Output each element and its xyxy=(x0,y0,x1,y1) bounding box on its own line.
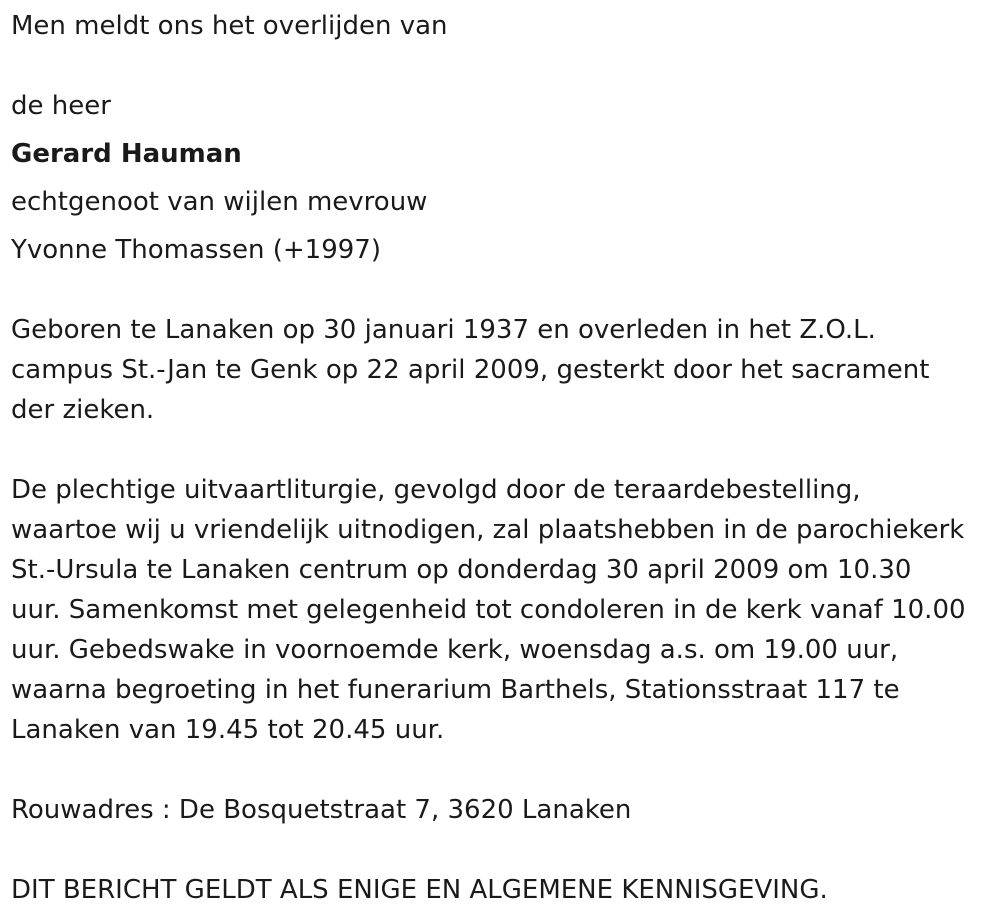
salutation: de heer xyxy=(11,91,111,121)
spacer xyxy=(11,46,996,86)
death-notice xyxy=(11,6,996,910)
birth-death-paragraph xyxy=(11,310,996,430)
spouse-name: Yvonne Thomassen (+1997) xyxy=(11,235,381,265)
paragraph-line: waartoe wij u vriendelijk uitnodigen, zal plaatshebben in de parochiekerk xyxy=(11,515,965,545)
spacer xyxy=(11,174,996,182)
paragraph-line: campus St.-Jan te Genk op 22 april 2009, gesterkt door het sacrament xyxy=(11,355,930,385)
spacer xyxy=(11,126,996,134)
closing-statement: DIT BERICHT GELDT ALS ENIGE EN ALGEMENE KENNISGEVING. xyxy=(11,875,828,905)
relation-text: echtgenoot van wijlen mevrouw xyxy=(11,187,428,217)
paragraph-line: uur. Gebedswake in voornoemde kerk, woensdag a.s. om 19.00 uur, xyxy=(11,635,899,665)
paragraph-line: waarna begroeting in het funerarium Barthels, Stationsstraat 117 te xyxy=(11,675,900,705)
spacer xyxy=(11,750,996,790)
funeral-paragraph xyxy=(11,470,996,750)
paragraph-line: De plechtige uitvaartliturgie, gevolgd door de teraardebestelling, xyxy=(11,475,861,505)
paragraph-line: St.-Ursula te Lanaken centrum op donderdag 30 april 2009 om 10.30 xyxy=(11,555,912,585)
deceased-name: Gerard Hauman xyxy=(11,139,242,169)
spacer xyxy=(11,430,996,470)
paragraph-line: Geboren te Lanaken op 30 januari 1937 en overleden in het Z.O.L. xyxy=(11,315,876,345)
paragraph-line: Lanaken van 19.45 tot 20.45 uur. xyxy=(11,715,445,745)
paragraph-line: uur. Samenkomst met gelegenheid tot condoleren in de kerk vanaf 10.00 xyxy=(11,595,966,625)
mourning-address: Rouwadres : De Bosquetstraat 7, 3620 Lanaken xyxy=(11,795,632,825)
spacer xyxy=(11,830,996,870)
intro-text: Men meldt ons het overlijden van xyxy=(11,11,448,41)
spacer xyxy=(11,222,996,230)
paragraph-line: der zieken. xyxy=(11,395,155,425)
spacer xyxy=(11,270,996,310)
